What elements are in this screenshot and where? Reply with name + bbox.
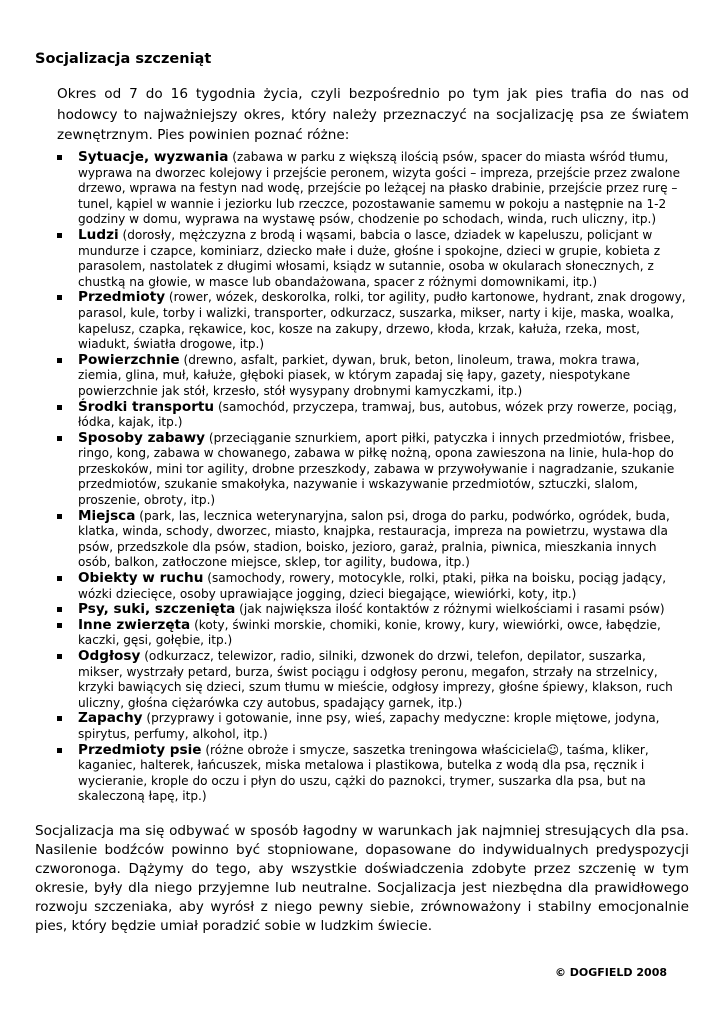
document-title: Socjalizacja szczeniąt — [35, 51, 212, 67]
list-item — [57, 571, 687, 602]
bullet-icon — [57, 623, 62, 628]
list-item — [57, 649, 687, 711]
bullet-icon — [57, 295, 62, 300]
bullet-icon — [57, 358, 62, 363]
copyright-footer: © DOGFIELD 2008 — [554, 966, 667, 979]
item-name: Ludzi — [78, 226, 119, 243]
item-description: (drewno, asfalt, parkiet, dywan, bruk, beton, linoleum, trawa, mokra trawa, ziemia, glina, muł, kałuże, głęboki piasek, w którym zapadaj się łapy, gazety, niespotykane powierzchnie jak stół, krzesło, stół wysypany drobnymi kamyczkami, itp.) — [78, 352, 640, 398]
list-item — [57, 618, 687, 649]
bullet-icon — [57, 576, 62, 581]
list-item — [57, 228, 687, 290]
item-description: (dorosły, mężczyzna z brodą i wąsami, babcia o lasce, dziadek w kapeluszu, policjant w mundurze i czapce, kominiarz, dziecko małe i duże, głośne i spokojne, dzieci w grupie, kobieta z parasolem, nastolatek z długimi włosami, ksiądz w sutannie, osoba w okularach słonecznych, z chustką na głowie, w masce lub obandażowana, spacer z różnymi domownikami, itp.) — [78, 227, 661, 289]
list-item — [57, 431, 687, 509]
item-name: Zapachy — [78, 710, 143, 727]
item-description: (rower, wózek, deskorolka, rolki, tor agility, pudło kartonowe, hydrant, znak drogowy, parasol, kule, torby i walizki, transporter, odkurzacz, suszarka, mikser, narty i kije, maska, woalka, kapelusz, czapka, rękawice, koc, kosze na zakupy, drzewo, kłoda, krzak, kałuża, rzeka, most, wiadukt, światła drogowe, itp.) — [78, 290, 686, 352]
item-description: (park, las, lecznica weterynaryjna, salon psi, droga do parku, podwórko, ogródek, buda, klatka, winda, schody, dworzec, miasto, knajpka, restauracja, impreza na powietrzu, wystawa dla psów, przedszkole dla psów, stadion, boisko, jezioro, garaż, pralnia, piwnica, mieszkania innych osób, balkon, zatłoczone miejsce, sklep, tor agility, budowa, itp.) — [78, 508, 670, 570]
bullet-icon — [57, 514, 62, 519]
item-description: (odkurzacz, telewizor, radio, silniki, dzwonek do drzwi, telefon, depilator, suszarka, mikser, wystrzały petard, burza, świst pociągu i odgłosy peronu, megafon, strzały na strzelnicy, krzyki bawiących się dzieci, szum tłumu w mieście, odgłosy imprezy, głośne śpiewy, klakson, ruch uliczny, głośna ciężarówka czy autobus, spadający garnek, itp.) — [78, 649, 673, 710]
item-description: (różne obroże i smycze, saszetka treningowa właściciela☺, taśma, kliker, kaganiec, halterek, łańcuszek, miska metalowa i plastikowa, butelka z wodą dla psa, ręcznik i wycieranie, krople do oczu i płyn do uszu, cążki do paznokci, trymer, suszarka dla psa, but na skaleczoną łapę, itp.) — [78, 742, 649, 804]
socialization-list — [57, 150, 687, 805]
item-description: (jak największa ilość kontaktów z różnymi wielkościami i rasami psów) — [235, 602, 665, 617]
outro-paragraph: Socjalizacja ma się odbywać w sposób łagodny w warunkach jak najmniej stresujących dla psa. Nasilenie bodźców powinno być stopniowane, dopasowane do indywidualnych predyspozycji czworonoga. Dążymy do tego, aby wszystkie doświadczenia zdobyte przez szczenię w tym okresie, były dla niego przyjemne lub neutralne. Socjalizacja jest niezbędna dla prawidłowego rozwoju szczeniaka, aby wyrósł z niego pewny siebie, zrównoważony i stabilny emocjonalnie pies, który będzie umiał poradzić sobie w ludzkim świecie. — [35, 823, 689, 935]
item-name: Środki transportu — [78, 398, 215, 415]
item-description: (zabawa w parku z większą ilością psów, spacer do miasta wśród tłumu, wyprawa na dworzec kolejowy i przejście peronem, wizyta gości – impreza, przejście przez zwalone drzewo, wprawa na festyn nad wodę, przejście po leżącej na płasko drabinie, przejście przez rurę – tunel, kąpiel w wannie i jeziorku lub rzeczce, pozostawanie samemu w pokoju a następnie na 1-2 godziny w domu, wyprawa na wystawę psów, chodzenie po schodach, winda, ruch uliczny, itp.) — [78, 150, 681, 227]
item-name: Inne zwierzęta — [78, 616, 191, 633]
bullet-icon — [57, 405, 62, 410]
item-description: (samochody, rowery, motocykle, rolki, ptaki, piłka na boisku, pociąg jadący, wózki dziecięce, osoby uprawiające jogging, dzieci biegające, wiewiórki, koty, itp.) — [78, 571, 667, 601]
list-item — [57, 400, 687, 431]
item-name: Obiekty w ruchu — [78, 570, 204, 587]
item-name: Sposoby zabawy — [78, 429, 206, 446]
list-item — [57, 743, 687, 805]
item-description: (przyprawy i gotowanie, inne psy, wieś, zapachy medyczne: krople miętowe, jodyna, spirytus, perfumy, alkohol, itp.) — [78, 711, 660, 741]
item-description: (koty, świnki morskie, chomiki, konie, krowy, kury, wiewiórki, owce, łabędzie, kaczki, gęsi, gołębie, itp.) — [78, 617, 661, 648]
list-item — [57, 353, 687, 400]
bullet-icon — [57, 654, 62, 659]
item-name: Przedmioty psie — [78, 741, 202, 758]
bullet-icon — [57, 233, 62, 238]
list-item — [57, 150, 687, 228]
item-name: Powierzchnie — [78, 351, 180, 368]
item-name: Sytuacje, wyzwania — [78, 149, 229, 165]
list-item — [57, 290, 687, 352]
bullet-icon — [57, 155, 62, 160]
bullet-icon — [57, 436, 62, 441]
item-description: (samochód, przyczepa, tramwaj, bus, autobus, wózek przy rowerze, pociąg, łódka, kajak, itp.) — [78, 399, 677, 430]
item-name: Przedmioty — [78, 289, 166, 306]
bullet-icon — [57, 748, 62, 753]
item-name: Miejsca — [78, 507, 136, 524]
bullet-icon — [57, 607, 62, 612]
list-item — [57, 602, 687, 618]
bullet-icon — [57, 716, 62, 721]
list-item — [57, 711, 687, 742]
intro-paragraph: Okres od 7 do 16 tygodnia życia, czyli bezpośrednio po tym jak pies trafia do nas od hodowcy to najważniejszy okres, który należy przeznaczyć na socjalizację psa ze światem zewnętrznym. Pies powinien poznać różne: — [57, 86, 689, 143]
item-description: (przeciąganie sznurkiem, aport piłki, patyczka i innych przedmiotów, frisbee, ringo, kong, zabawa w chowanego, zabawa w piłkę nożną, opona zawieszona na linie, hula-hop do przeskoków, mini tor agility, drobne przeszkody, zabawa w przywoływanie i nagradzanie, szukanie przedmiotów, szukanie smakołyka, nazywanie i wskazywanie przedmiotów, sztuczki, slalom, proszenie, obroty, itp.) — [78, 430, 675, 508]
item-name: Odgłosy — [78, 648, 141, 664]
list-item — [57, 509, 687, 571]
item-name: Psy, suki, szczenięta — [78, 601, 236, 618]
